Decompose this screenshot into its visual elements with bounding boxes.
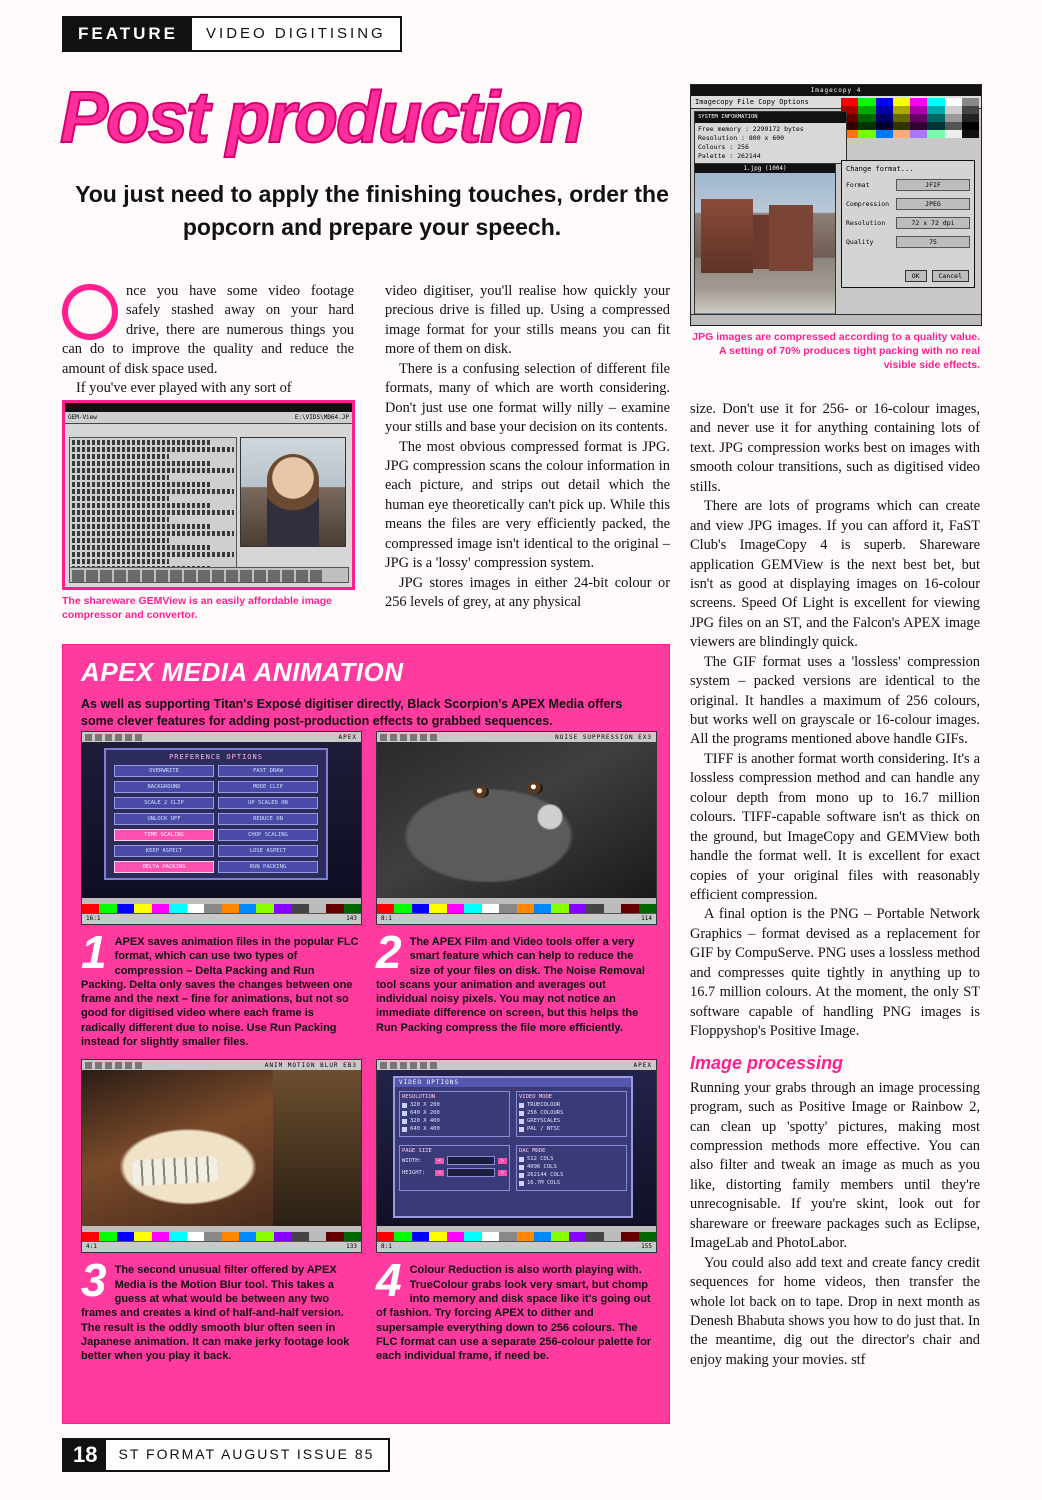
apex-blurb-1 <box>81 926 360 1049</box>
image-window <box>694 163 836 315</box>
checkbox-icon[interactable] <box>519 1103 524 1108</box>
blurb-number: 4 <box>376 1254 402 1307</box>
paragraph: A final option is the PNG – Portable Network Graphics – format devised as a replacement for GIF by CompuServe. PNG uses a lossless method and compresses quite tightly in anything up to 16.7 million colours. At the moment, the only ST software capable of handling PNG images is Floppyshop's Positive Image. <box>690 906 980 1039</box>
motion-blur-face-photo <box>82 1070 361 1226</box>
apex-statusbar <box>377 913 656 924</box>
height-field[interactable] <box>447 1168 495 1177</box>
dialog-buttons <box>905 270 969 282</box>
paragraph: If you've ever played with any sort of <box>76 380 292 397</box>
format-value[interactable]: JFIF <box>896 179 970 191</box>
checkbox-icon[interactable] <box>519 1119 524 1124</box>
video-options-dialog[interactable] <box>393 1076 633 1218</box>
preference-options-buttons <box>106 765 326 873</box>
pref-button[interactable]: SCALE 2 CLIP <box>114 797 214 809</box>
increment-button[interactable]: > <box>498 1158 507 1164</box>
apex-canvas <box>377 742 656 898</box>
page-number: 18 <box>64 1440 106 1470</box>
paragraph: There is a confusing selection of different file formats, many of which are worth considering. Don't just use one format willy nilly – examine your stills and base your decision on its contents. <box>385 360 670 436</box>
section-label: VIDEO DIGITISING <box>206 25 386 42</box>
gem-title-strip <box>65 403 352 412</box>
pref-button[interactable]: BACKGROUND <box>114 781 214 793</box>
preference-options-dialog[interactable] <box>104 748 328 880</box>
apex-window-title: NOISE SUPPRESSION EX3 <box>555 733 652 741</box>
gem-left-title: GEM-View <box>68 414 97 421</box>
paragraph: size. Don't use it for 256- or 16-colour images, and never use it for anything containing lots of text. JPG compression works best on images with smooth colour transitions, such as digitised video stills. <box>690 401 980 495</box>
apex-canvas <box>82 1070 361 1226</box>
pref-button[interactable]: KEEP ASPECT <box>114 845 214 857</box>
gem-icon-bar[interactable] <box>69 567 349 583</box>
image-window-title: 1.jpg (1004) <box>695 164 835 173</box>
apex-canvas <box>377 1070 656 1226</box>
caption-left: The shareware GEMView is an easily affordable image compressor and convertor. <box>62 595 333 622</box>
teeth-detail <box>131 1156 218 1186</box>
body-column-3 <box>690 400 980 1370</box>
width-field[interactable] <box>447 1156 495 1165</box>
sysinfo-line: Resolution : 800 x 600 <box>698 134 785 142</box>
group-label: VIDEO MODE <box>519 1094 553 1101</box>
background-room <box>273 1070 361 1226</box>
blurb-text: Colour Reduction is also worth playing with. TrueColour grabs look very smart, but chomp into memory and disk space like it's going out of fashion. Try forcing APEX to dither and supersample everything down to 256 colours. The FLC format can use a separate 256-colour palette for each individual frame, if need be. <box>376 1264 652 1363</box>
dialog-title: Change format... <box>846 165 914 173</box>
pref-button[interactable]: DELTA PACKING <box>114 861 214 873</box>
compression-label: Compression <box>846 200 890 208</box>
pref-button[interactable]: TIME SCALING <box>114 829 214 841</box>
apex-canvas <box>82 742 361 898</box>
body-column-1 <box>62 282 354 399</box>
option-row[interactable]: GREYSCALES <box>519 1118 624 1124</box>
apex-media-panel <box>62 644 670 1424</box>
checkbox-icon[interactable] <box>519 1173 524 1178</box>
paragraph: Running your grabs through an image processing program, such as Positive Image or Rainbow 2, can clean up 'spotty' pictures, making most compression methods more effective. You can also filter and tweak an image as much as you like, distorting family members until they're unrecognisable. If you're skint, look out for shareware or freeware packages such as Eclipse, ImageLab and PhotoLabor. <box>690 1079 980 1252</box>
paragraph: You could also add text and create fancy credit sequences for home videos, then transfer the whole lot back on to tape. Drop in next month as Denesh Bhabuta shows you how to do just that. In the meantime, dig out the director's chair and enjoy making your movies. stf <box>690 1254 980 1368</box>
option-row[interactable]: 16.7M COLS <box>519 1180 624 1186</box>
compression-row[interactable] <box>846 198 970 210</box>
paragraph: The most obvious compressed format is JPG. JPG compression scans the colour information in each picture, and strips out detail which the human eye theoretically can't pick up. While this means the files are very efficiently packed, the compressed image isn't identical to the original – JPG is a 'lossy' compression system. <box>385 438 670 572</box>
increment-button[interactable]: > <box>498 1170 507 1176</box>
portrait-photo <box>240 437 346 547</box>
imagecopy-titlebar: Imagecopy 4 <box>691 85 981 96</box>
pref-button[interactable]: UNLOCK OFF <box>114 813 214 825</box>
blurb-text: The APEX Film and Video tools offer a very smart feature which can help to reduce the size of your files on disk. The Noise Removal tool scans your animation and averages out individual noisy pixels. You may not notice an immediate difference on screen, but this helps the Run Packing compress the file more efficiently. <box>376 936 645 1034</box>
status-frame: 155 <box>641 1243 652 1251</box>
status-frame: 114 <box>641 915 652 922</box>
option-row[interactable]: 320 X 200 <box>402 1102 507 1108</box>
apex-screenshot-3 <box>81 1059 362 1253</box>
preference-options-title: PREFERENCE OPTIONS <box>169 753 263 761</box>
imagecopy-screenshot <box>690 84 982 326</box>
paragraph: video digitiser, you'll realise how quickly your precious drive is filled up. Using a compressed image format for your stills means you can fit more of them on disk. <box>385 283 670 358</box>
group-label: RESOLUTION <box>402 1094 436 1101</box>
palette-strip <box>841 98 979 138</box>
apex-screenshot-grid <box>81 731 655 1363</box>
pref-button[interactable]: REDUCE ON <box>218 813 318 825</box>
apex-blurb-3 <box>81 1254 360 1363</box>
resolution-label: Resolution <box>846 219 886 227</box>
option-row[interactable]: 262144 COLS <box>519 1172 624 1178</box>
height-row[interactable] <box>402 1168 507 1177</box>
option-row[interactable]: PAL / NTSC <box>519 1126 624 1132</box>
format-label: Format <box>846 181 870 189</box>
blurb-text: The second unusual filter offered by APEX Media is the Motion Blur tool. This takes a guess at what would be between any two frames and creates a kind of half-and-half version. The result is the oddly smooth blur often seen in Japanese animation. It can make jerky footage look better when you play it back. <box>81 1264 350 1363</box>
blurb-number: 1 <box>81 926 107 978</box>
apex-statusbar <box>82 1241 361 1252</box>
resolution-group <box>399 1091 510 1137</box>
compression-value[interactable]: JPEG <box>896 198 970 210</box>
gem-right-title: E:\VIDS\MD64.JP <box>294 414 349 421</box>
decrement-button[interactable]: < <box>435 1170 444 1176</box>
option-row[interactable]: 256 COLOURS <box>519 1110 624 1116</box>
apex-statusbar <box>377 1241 656 1252</box>
dog-eye-icon <box>473 786 489 798</box>
drop-cap-o <box>62 284 118 340</box>
page-footer <box>62 1438 390 1472</box>
checkbox-icon[interactable] <box>402 1119 407 1124</box>
checkbox-icon[interactable] <box>519 1181 524 1186</box>
paragraph: nce you have some video footage safely stashed away on your hard drive, there are numerous things you can do to improve the quality and reduce the amount of disk space used. <box>62 283 354 377</box>
pref-button[interactable]: MODE CLIP <box>218 781 318 793</box>
checkbox-icon[interactable] <box>519 1111 524 1116</box>
apex-blurb-2 <box>376 926 655 1049</box>
checkbox-icon[interactable] <box>519 1127 524 1132</box>
apex-blurb-4 <box>376 1254 655 1363</box>
footer-text: ST FORMAT AUGUST ISSUE 85 <box>118 1446 375 1462</box>
gem-file-list <box>69 437 237 582</box>
status-ratio: 16:1 <box>86 915 101 922</box>
option-row[interactable]: 640 X 200 <box>402 1110 507 1116</box>
video-options-bottom-row <box>395 1141 631 1195</box>
page-title: Post production <box>60 78 582 158</box>
resolution-value[interactable]: 72 x 72 dpi <box>896 217 970 229</box>
feature-header <box>62 16 402 52</box>
gemview-screenshot <box>62 400 355 590</box>
pref-button[interactable]: UP SCALED ON <box>218 797 318 809</box>
checkbox-icon[interactable] <box>402 1111 407 1116</box>
pref-button[interactable]: LOSE ASPECT <box>218 845 318 857</box>
feature-label: FEATURE <box>64 18 192 50</box>
decrement-button[interactable]: < <box>435 1158 444 1164</box>
option-row[interactable]: 512 COLS <box>519 1156 624 1162</box>
option-row[interactable]: 320 X 400 <box>402 1118 507 1124</box>
apex-statusbar <box>82 913 361 924</box>
dac-mode-group <box>516 1145 627 1191</box>
video-options-top-row <box>395 1087 631 1141</box>
status-ratio: 8:1 <box>381 915 392 922</box>
sysinfo-line: Colours : 256 <box>698 143 749 151</box>
pref-button[interactable]: FAST DRAW <box>218 765 318 777</box>
paragraph: JPG stores images in either 24-bit colour or 256 levels of grey, at any physical <box>385 574 670 610</box>
checkbox-icon[interactable] <box>519 1157 524 1162</box>
city-photo <box>695 173 835 313</box>
apex-screenshot-1 <box>81 731 362 925</box>
apex-panel-intro: As well as supporting Titan's Exposé digitiser directly, Black Scorpion's APEX Media offers some clever features for adding post-production effects to grabbed sequences. <box>81 697 623 728</box>
page-size-group <box>399 1145 510 1191</box>
sysinfo-header: SYSTEM INFORMATION <box>695 112 846 123</box>
format-row[interactable] <box>846 179 970 191</box>
checkbox-icon[interactable] <box>402 1103 407 1108</box>
apex-window-title: ANIM MOTION BLUR EB3 <box>264 1061 357 1069</box>
video-options-title: VIDEO OPTIONS <box>395 1078 631 1087</box>
gem-window-bar <box>65 412 352 424</box>
checkbox-icon[interactable] <box>402 1127 407 1132</box>
group-label: PAGE SIZE <box>402 1148 432 1155</box>
dog-eye-icon <box>527 782 543 794</box>
status-frame: 143 <box>346 915 357 922</box>
status-frame: 133 <box>346 1243 357 1251</box>
ok-button[interactable]: OK <box>905 270 927 282</box>
apex-screenshot-2 <box>376 731 657 925</box>
subheading-image-processing: Image processing <box>690 1053 844 1074</box>
system-information-panel <box>694 111 847 164</box>
paragraph: TIFF is another format worth considering. It's a lossless compression method and can handle any colour depth from mono up to 16.7 million colours. TIFF-capable software isn't as thick on the ground, but ImageCopy and GEMView both handle the format well. It is excellent for exact copies of your original files with reasonably efficient compression. <box>690 750 980 903</box>
blurb-text: APEX saves animation files in the popular FLC format, which can use two types of compression – Delta Packing and Run Packing. Delta only saves the changes between one frame and the next – fine for animations, but not so good for digitised video where each frame is radically different due to noise. Use Run Packing instead for slightly smaller files. <box>81 936 359 1049</box>
group-label: DAC MODE <box>519 1148 546 1155</box>
blurb-number: 3 <box>81 1254 107 1307</box>
statusbar <box>691 314 981 325</box>
video-mode-group <box>516 1091 627 1137</box>
pref-button[interactable]: CHOP SCALING <box>218 829 318 841</box>
dog-photo <box>377 742 656 898</box>
quality-label: Quality <box>846 238 874 246</box>
apex-screenshot-4 <box>376 1059 657 1253</box>
apex-window-title: APEX <box>633 1061 652 1069</box>
paragraph: The GIF format uses a 'lossless' compression system – packed versions are identical to the original. It handles a maximum of 256 colours, but works well on grayscale or 16-colour images. All the programs mentioned above handle GIFs. <box>690 653 980 748</box>
resolution-row[interactable] <box>846 217 970 229</box>
width-row[interactable] <box>402 1156 507 1165</box>
sysinfo-line: Palette : 262144 <box>698 152 761 160</box>
imagecopy-menubar: Imagecopy File Copy Options <box>691 96 981 109</box>
sysinfo-line: Free memory : 2299172 bytes <box>698 125 804 133</box>
standfirst: You just need to apply the finishing touches, order the popcorn and prepare your speech. <box>75 181 669 240</box>
body-column-2 <box>385 282 670 612</box>
apex-panel-title: APEX MEDIA ANIMATION <box>81 657 404 687</box>
option-row[interactable]: 640 X 400 <box>402 1126 507 1132</box>
apex-window-title: APEX <box>338 733 357 741</box>
status-ratio: 4:1 <box>86 1243 97 1251</box>
pref-button[interactable]: OVERWRITE <box>114 765 214 777</box>
paragraph: There are lots of programs which can create and view JPG images. If you can afford it, FaST Club's ImageCopy 4 is superb. Shareware application GEMView is the next best bet, but isn't as good at displaying images on 16-colour screens. Speed Of Light is excellent for viewing JPG files on an ST, and the Falcon's APEX image viewers are blindingly quick. <box>690 498 980 651</box>
option-row[interactable]: 4096 COLS <box>519 1164 624 1170</box>
width-label: WIDTH: <box>402 1157 422 1164</box>
caption-top-right: JPG images are compressed according to a quality value. A setting of 70% produces tight packing with no real visible side effects. <box>692 331 980 372</box>
checkbox-icon[interactable] <box>519 1165 524 1170</box>
quality-value[interactable]: 75 <box>896 236 970 248</box>
change-format-dialog[interactable] <box>841 160 975 288</box>
height-label: HEIGHT: <box>402 1169 426 1176</box>
quality-row[interactable] <box>846 236 970 248</box>
cancel-button[interactable]: Cancel <box>932 270 969 282</box>
option-row[interactable]: TRUECOLOUR <box>519 1102 624 1108</box>
status-ratio: 8:1 <box>381 1243 392 1251</box>
blurb-number: 2 <box>376 926 402 978</box>
pref-button[interactable]: RUN PACKING <box>218 861 318 873</box>
